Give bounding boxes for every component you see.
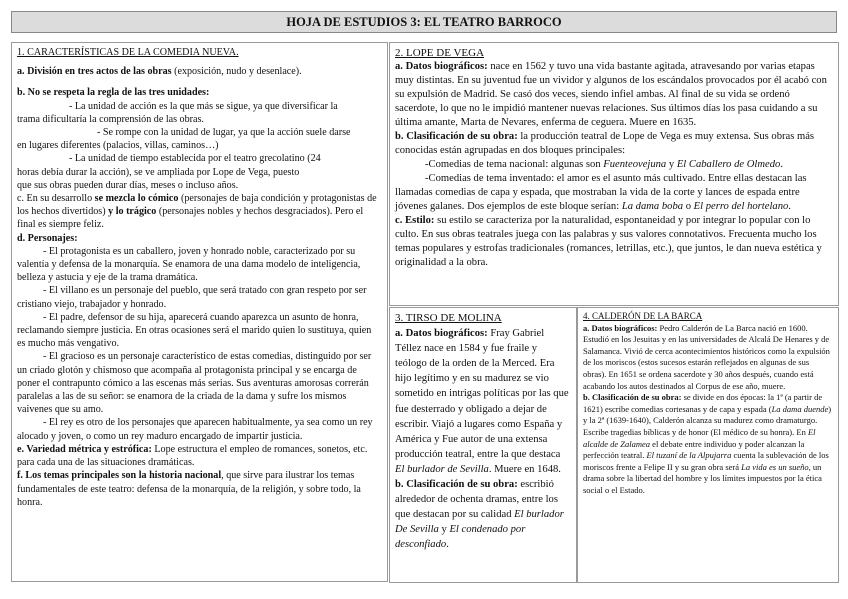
item-a: a. Datos biográficos: Fray Gabriel Téllez nace en 1584 y fue fraile y teólogo de la orden de la Merced. Era hijo legítimo y en su madurez se vio sometido en intrigas políticas por las que fue desterrado y obligado a dejar de escribir. Viajó a lugares como España y América y Fue autor de una extensa producción teatral, entre la que destaca El burlador de Sevilla. Muere en 1648. [395,328,569,475]
section-heading: 1. CARACTERÍSTICAS DE LA COMEDIA NUEVA. [17,47,239,58]
item-d-4: - El gracioso es un personaje característico de estas comedias, distinguido por ser un criado glotón y chismoso que acompaña al protagonista principal y se encarga de poner el contrapunto cómico a las escenas más serias. Sus aventuras amorosas correrán paralelas a las de su señor: se enamora de la criada de la dama y sufre los mismos vaivenes que su amo. [17,351,372,416]
item-a: a. División en tres actos de las obras (exposición, nudo y desenlace). [17,66,302,78]
item-b-3: - La unidad de tiempo establecida por el teatro grecolatino (24 [69,153,321,165]
item-b-3-cont: horas debía durar la acción), se ve ampliada por Lope de Vega, puesto [17,166,300,178]
item-b: b. Clasificación de su obra: escribió alrededor de ochenta dramas, entre los que destacan por su calidad El burlador De Sevilla y El condenado por desconfiado. [395,479,564,551]
section-tirso-de-molina [389,307,577,583]
item-d-1: - El protagonista es un caballero, joven y honrado noble, caracterizado por su valentía y defensa de la monarquía. Se enamora de una dama modelo de inteligencia, belleza y astucia y eje de la trama dramática. [17,245,361,284]
item-b-3-cont2: que sus obras pueden durar días, meses o incluso años. [17,179,239,191]
item-b-heading: b. No se respeta la regla de las tres unidades: [17,87,210,99]
item-e: e. Variedad métrica y estrófica: Lope estructura el empleo de romances, sonetos, etc. para cada una de las situaciones dramáticas. [17,443,368,469]
item-c: c. Estilo: su estilo se caracteriza por la naturalidad, espontaneidad y por integrar lo popular con lo culto. En sus obras teatrales juega con las palabras y sus valores connotativos. Frecuenta mucho los temas populares y estrofas tradicionales (romances, letrillas, etc.), que juntos, le dan nueva estética y originalidad a la obra. [395,215,822,268]
item-d-2: - El villano es un personaje del pueblo, que será tratado con gran respeto por ser cristiano viejo, trabajador y honrado. [17,285,367,310]
item-f: f. Los temas principales son la historia nacional, que sirve para ilustrar los temas fundamentales de este teatro: defensa de la monarquía, de la religión, y sobre todo, la honra. [17,470,361,508]
section-calderon [577,307,839,583]
item-d-3: - El padre, defensor de su hija, aparecerá cuando aparezca un asunto de honra, reclamando siempre justicia. En otras ocasiones será el marido quien lo sustituya, quien es mucho más vengativo. [17,311,372,350]
item-b: b. Clasificación de su obra: la producción teatral de Lope de Vega es muy extensa. Sus obras más conocidas están agrupadas en dos bloques principales: [395,131,815,156]
item-d-5: - El rey es otro de los personajes que aparecen habitualmente, ya sea como un rey alocado y joven, o como un rey maduro encargado de impartir justicia. [17,417,373,442]
section-comedia-nueva [11,42,388,582]
item-b-1: - La unidad de acción es la que más se sigue, ya que diversificar la [69,100,338,112]
section-lope-de-vega [389,42,839,306]
item-a: a. Datos biográficos: nace en 1562 y tuvo una vida bastante agitada, atravesando por varias etapas muy distintas. En su juventud fue un vividor y algunos de los escándalos provocados por él acabó con su expulsión de Madrid. Se casó dos veces, siendo infiel ambas. Al final de su vida se ordenó sacerdote, lo que no le impidió mantener nuevas relaciones. Sus últimos días los pasa cuidando a su última amante, Marta de Nevares, enferma de ceguera. Muere en 1635. [395,61,827,128]
item-c: c. En su desarrollo se mezcla lo cómico (personajes de baja condición y protagonistas de los hechos divertidos) y lo trágico (personajes nobles y hechos desgraciados). Pero el final es siempre feliz. [17,193,377,231]
item-b: b. Clasificación de su obra: se divide en dos épocas: la 1ª (a partir de 1621) escribe comedias cortesanas y de capa y espada (La dama duende) y la 2ª (1639-1640), Calderón alcanza su madurez como dramaturgo. Escribe tragedias bíblicas y de honor (El médico de su honra). En El alcalde de Zalamea el debate entre individuo y poder alcanzan la perfección teatral. El tuzaní de la Alpujarra cuenta la sublevación de los moriscos frente a Felipe II y su gran obra será La vida es un sueño, un drama sobre la libertad del hombre y los límites impuestos por la ética social o el Estado. [583,392,832,495]
item-b-2: -Comedias de tema inventado: el amor es el asunto más cultivado. Entre ellas destacan las llamadas comedias de capa y espada, que mostraban la vida de la corte y lances de espada entre jóvenes galanes. Dos ejemplos de este bloque serían: La dama boba o El perro del hortelano. [395,173,807,212]
section-heading: 4. CALDERÓN DE LA BARCA [583,311,703,321]
item-d-heading: d. Personajes: [17,232,78,244]
section-heading: 2. LOPE DE VEGA [395,47,485,59]
item-b-2-cont: en lugares diferentes (palacios, villas, caminos…) [17,140,219,152]
page-title: HOJA DE ESTUDIOS 3: EL TEATRO BARROCO [11,11,837,33]
item-b-1-cont: trama dificultaría la comprensión de las obras. [17,113,204,125]
item-b-1: -Comedias de tema nacional: algunas son Fuenteovejuna y El Caballero de Olmedo. [425,159,783,170]
item-a: a. Datos biográficos: Pedro Calderón de La Barca nació en 1600. Estudió en los Jesuitas y en las universidades de Alcalá De Henares y de Salamanca. Vivió de cerca acontecimientos históricos como la expulsión de los moriscos (estos sucesos estarán reflejados en algunas de sus obras). En 1651 se ordena sacerdote y 30 años después, cuando está acabando los autos destinados al Corpus de ese año, muere. [583,322,830,391]
item-b-2: - Se rompe con la unidad de lugar, ya que la acción suele darse [97,127,351,139]
section-heading: 3. TIRSO DE MOLINA [395,312,502,324]
